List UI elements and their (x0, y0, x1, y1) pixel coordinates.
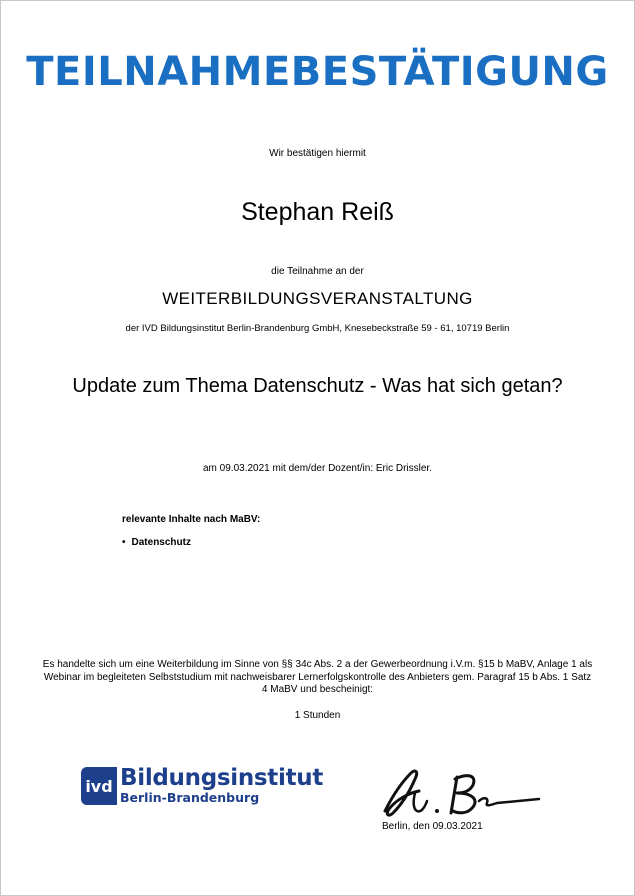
signature-place-date: Berlin, den 09.03.2021 (382, 821, 483, 832)
confirm-line: Wir bestätigen hiermit (269, 148, 366, 159)
logo-subtitle: Berlin-Brandenburg (120, 790, 260, 806)
participant-name: Stephan Reiß (241, 198, 394, 226)
participation-line: die Teilnahme an der (271, 266, 364, 277)
course-title: Update zum Thema Datenschutz - Was hat sich getan? (72, 375, 563, 397)
ivd-logo (81, 767, 323, 805)
legal-text: Es handelte sich um eine Weiterbildung im Sinne von §§ 34c Abs. 2 a der Gewerbeordnung i.V.m. §15 b MaBV, Anlage 1 als Webinar im begleiteten Selbststudium mit nachweisbarer Lernerfolgskontrolle des Anbieters gem. Paragraf 15 b Abs. 1 Satz 4 MaBV und bescheinigt: (42, 659, 593, 695)
logo-mark-text: ivd (85, 776, 113, 796)
content-list (122, 537, 191, 548)
logo-name: Bildungsinstitut (120, 765, 324, 792)
date-instructor-line: am 09.03.2021 mit dem/der Dozent/in: Eric Drissler. (203, 463, 432, 474)
organizer-line: der IVD Bildungsinstitut Berlin-Brandenburg GmbH, Knesebeckstraße 59 - 61, 10719 Berlin (125, 323, 510, 334)
event-type: WEITERBILDUNGSVERANSTALTUNG (162, 289, 473, 308)
logo-text (120, 767, 323, 805)
logo-mark (81, 767, 117, 805)
signature-image (379, 763, 544, 821)
content-heading: relevante Inhalte nach MaBV: (122, 514, 261, 525)
certificate-title: TEILNAHMEBESTÄTIGUNG (26, 49, 609, 95)
content-item: • Datenschutz (122, 537, 191, 548)
hours-line: 1 Stunden (294, 710, 341, 721)
